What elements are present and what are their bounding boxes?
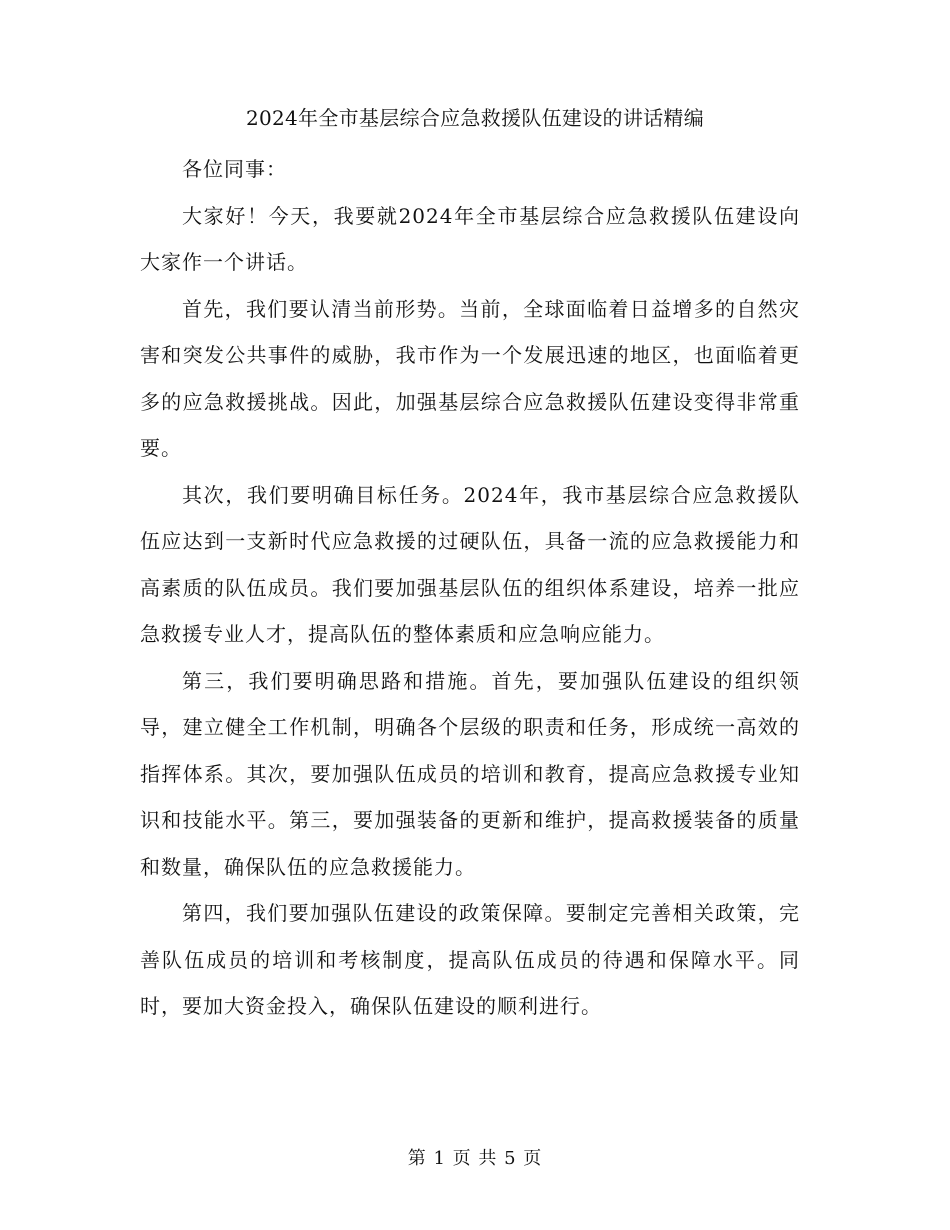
paragraph-goals: 其次，我们要明确目标任务。2024年，我市基层综合应急救援队伍应达到一支新时代应急救援的过硬队伍，具备一流的应急救援能力和高素质的队伍成员。我们要加强基层队伍的组织体系建设，培养一批应急救援专业人才，提高队伍的整体素质和应急响应能力。 [140,482,800,646]
document-body [140,146,800,1030]
paragraph-measures: 第三，我们要明确思路和措施。首先，要加强队伍建设的组织领导，建立健全工作机制，明确各个层级的职责和任务，形成统一高效的指挥体系。其次，要加强队伍成员的培训和教育，提高应急救援专业知识和技能水平。第三，要加强装备的更新和维护，提高救援装备的质量和数量，确保队伍的应急救援能力。 [140,668,800,879]
paragraph-policy: 第四，我们要加强队伍建设的政策保障。要制定完善相关政策，完善队伍成员的培训和考核制度，提高队伍成员的待遇和保障水平。同时，要加大资金投入，确保队伍建设的顺利进行。 [140,901,800,1018]
document-title: 2024年全市基层综合应急救援队伍建设的讲话精编 [245,106,705,130]
paragraph-situation: 首先，我们要认清当前形势。当前，全球面临着日益增多的自然灾害和突发公共事件的威胁，我市作为一个发展迅速的地区，也面临着更多的应急救援挑战。因此，加强基层综合应急救援队伍建设变得非常重要。 [140,296,800,460]
page-number-footer: 第 1 页 共 5 页 [407,1148,543,1169]
paragraph-greeting: 大家好！今天，我要就2024年全市基层综合应急救援队伍建设向大家作一个讲话。 [140,203,800,274]
salutation: 各位同事： [182,157,287,181]
